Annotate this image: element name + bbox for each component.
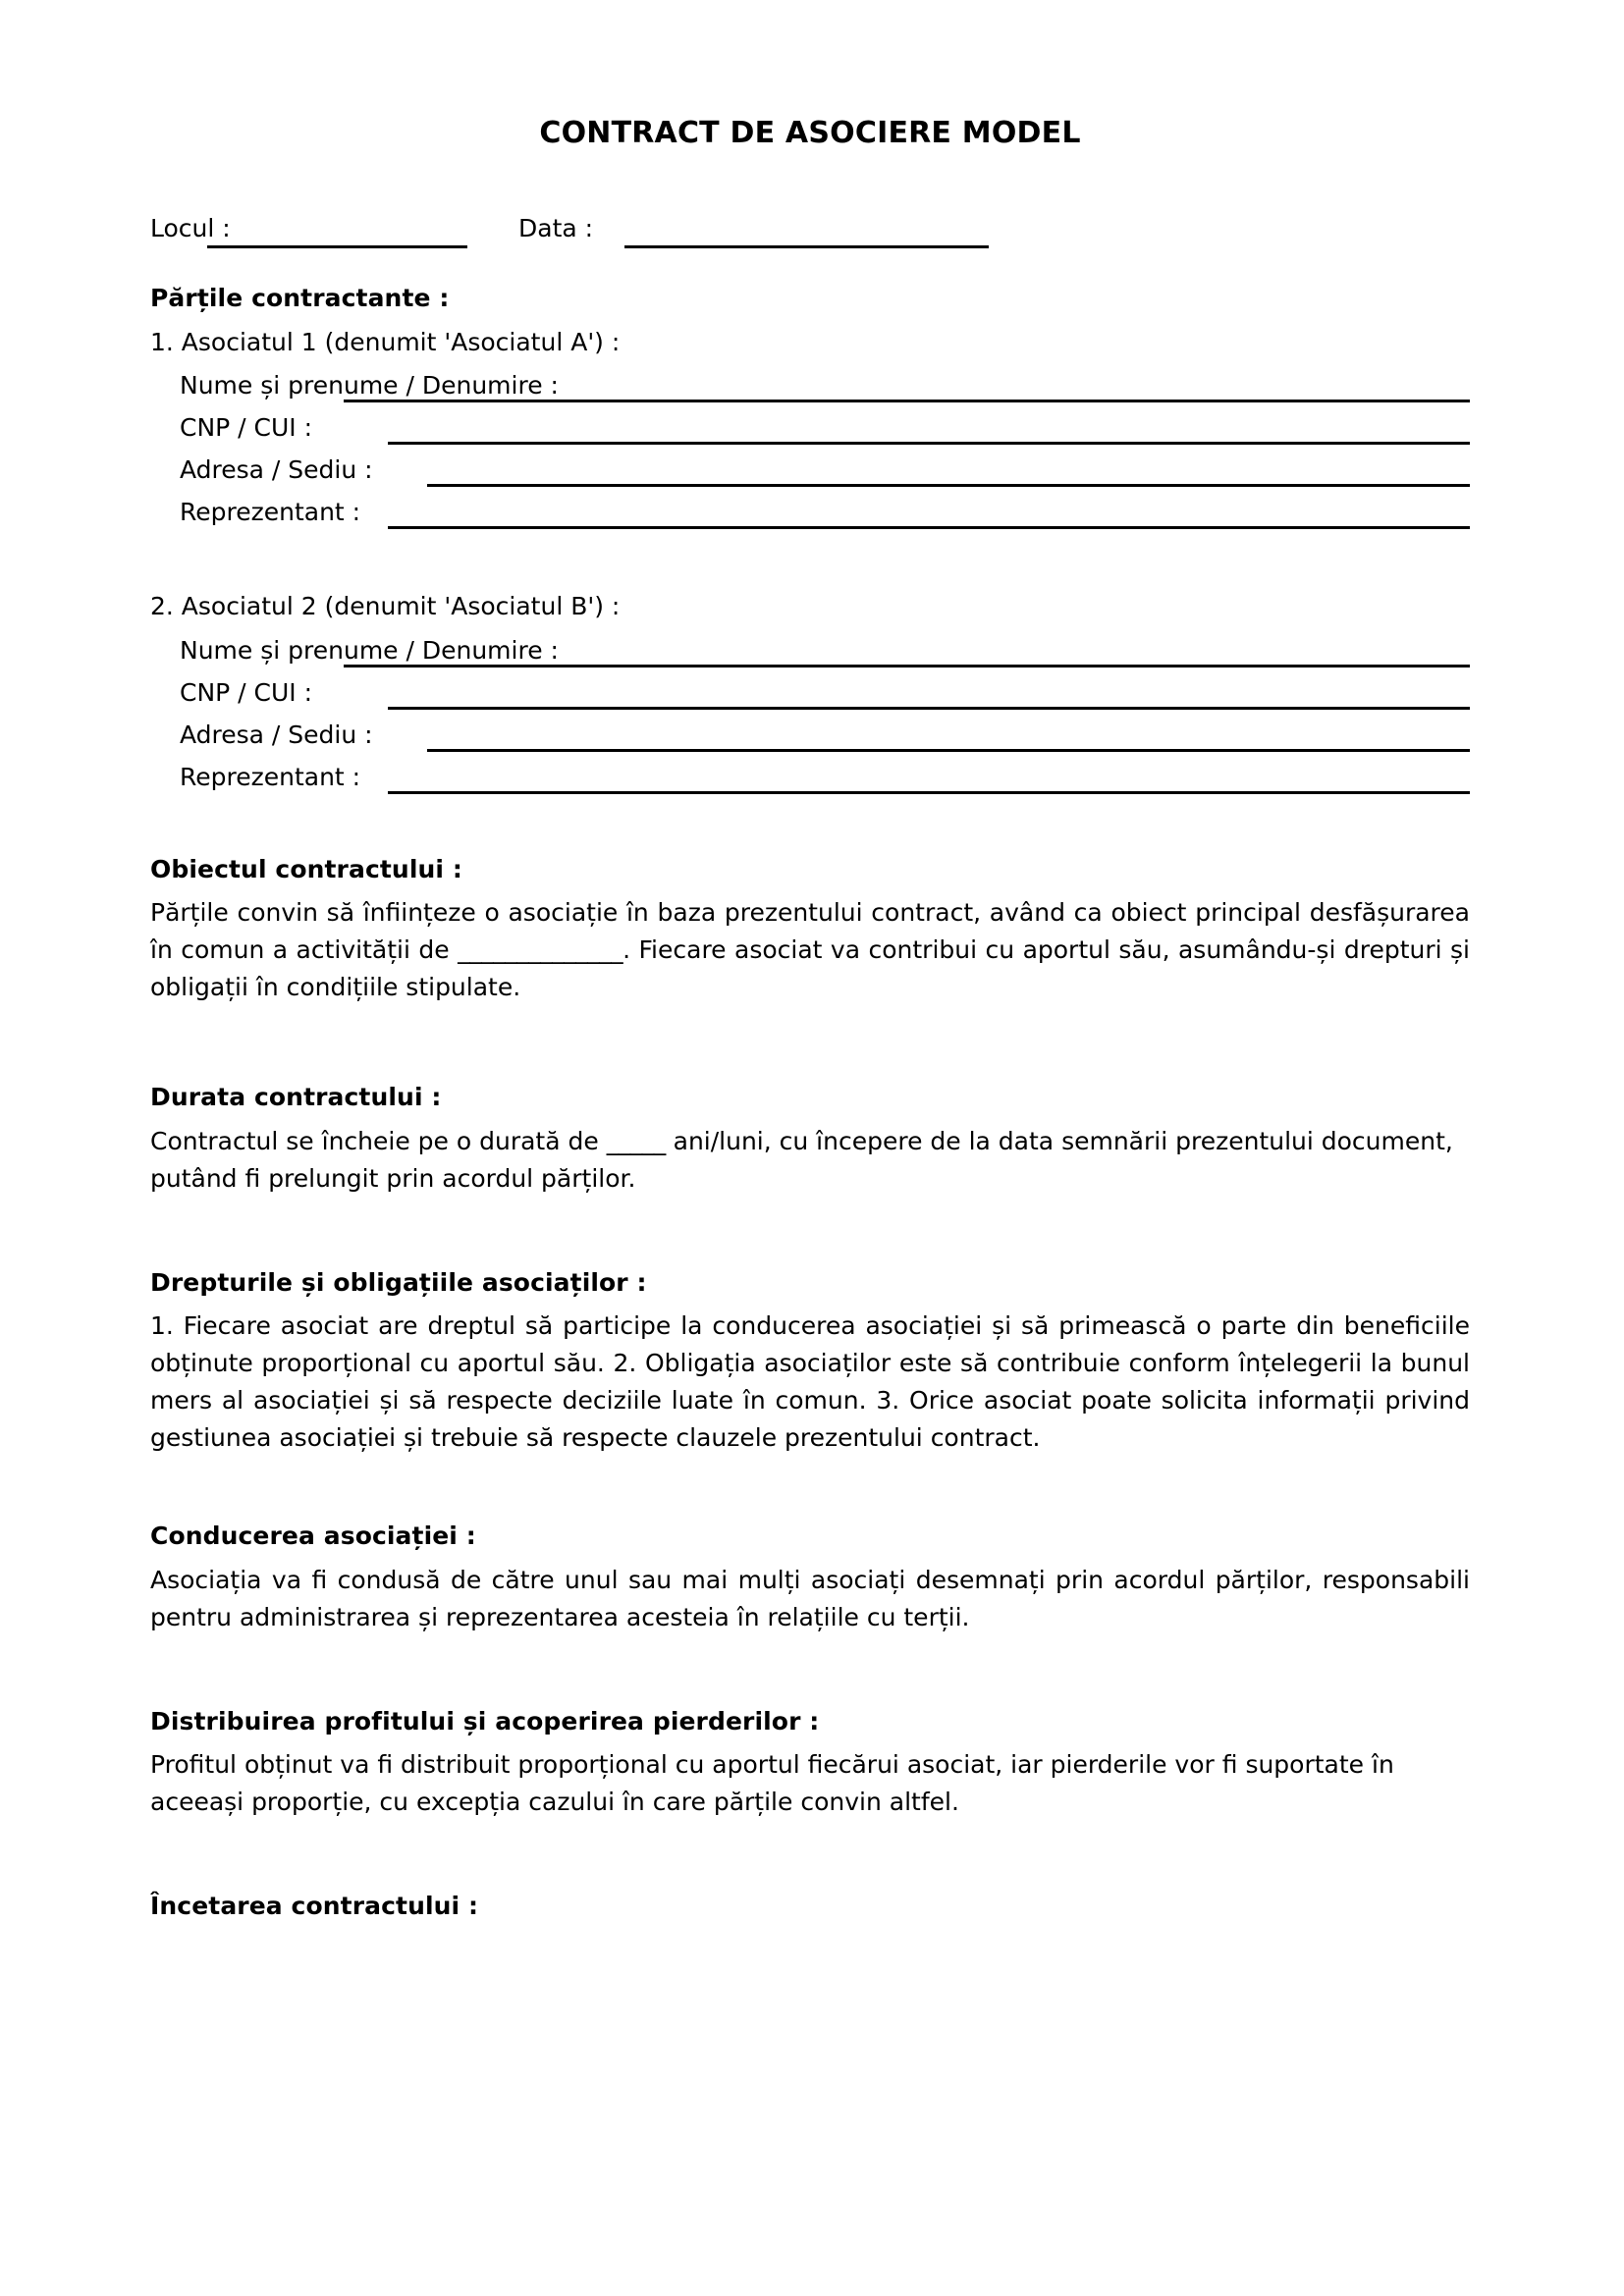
party-1-field-adresa xyxy=(150,449,1470,491)
management-paragraph: Asociația va fi condusă de către unul sau mai mulți asociați desemnați prin acordul părților, responsabili pentru administrarea și reprezentarea acesteia în relațiile cu terții. xyxy=(150,1565,1470,1631)
section-spacer xyxy=(150,1006,1470,1081)
rights-heading: Drepturile și obligațiile asociaților : xyxy=(150,1267,647,1297)
duration-paragraph xyxy=(150,1123,1470,1198)
duration-heading: Durata contractului : xyxy=(150,1083,442,1111)
heading-spacer xyxy=(150,1553,1470,1562)
heading-spacer xyxy=(150,1114,1470,1123)
duration-text-part-2: ani/luni, cu începere de la data semnării prezentului document, putând fi prelungit prin acordul părților. xyxy=(150,1126,1453,1193)
section-spacer xyxy=(150,1198,1470,1266)
document-title: CONTRACT DE ASOCIERE MODEL xyxy=(539,116,1081,150)
termination-heading: Încetarea contractului : xyxy=(150,1892,479,1920)
party-2-fields xyxy=(150,629,1470,798)
termination-section xyxy=(150,1890,1470,1923)
field-input-line[interactable] xyxy=(427,749,1470,752)
rights-paragraph: 1. Fiecare asociat are dreptul să participe la conducerea asociației și să primească o parte din beneficiile obținute proporțional cu aportul său. 2. Obligația asociaților este să contribuie conform înțelegerii la bunul mers al asociației și să respecte deciziile luate în comun. 3. Orice asociat poate solicita informații privind gestiunea asociației și trebuie să respecte clauzele prezentului contract. xyxy=(150,1311,1470,1452)
duration-text-part-1: Contractul se încheie pe o durată de xyxy=(150,1126,607,1155)
party-1-field-nume xyxy=(150,364,1470,406)
locul-input-line[interactable] xyxy=(207,245,467,248)
profit-paragraph: Profitul obținut va fi distribuit proporțional cu aportul fiecărui asociat, iar pierderile vor fi suportate în aceeași proporție, cu excepția cazului în care părțile convin altfel. xyxy=(150,1750,1394,1816)
field-label: CNP / CUI : xyxy=(180,677,313,707)
field-label: Nume și prenume / Denumire : xyxy=(180,635,559,665)
profit-section xyxy=(150,1705,1470,1822)
profit-heading: Distribuirea profitului și acoperirea pierderilor : xyxy=(150,1706,820,1735)
heading-spacer xyxy=(150,1299,1470,1308)
object-heading: Obiectul contractului : xyxy=(150,854,462,883)
field-label: Adresa / Sediu : xyxy=(180,455,373,484)
field-label: Reprezentant : xyxy=(180,498,361,526)
data-input-line[interactable] xyxy=(624,245,989,248)
party-2-field-cnp xyxy=(150,671,1470,714)
object-text-part-1: Părțile convin să înființeze o asociație în baza prezentului contract, având ca obiect principal desfășurarea în comun a activității de xyxy=(150,898,1470,964)
parties-section xyxy=(150,282,1470,798)
object-paragraph xyxy=(150,894,1470,1006)
field-label: Adresa / Sediu : xyxy=(180,720,373,749)
field-input-line[interactable] xyxy=(344,665,1470,667)
field-label: Reprezentant : xyxy=(180,762,361,791)
party-2-field-reprezentant xyxy=(150,756,1470,798)
management-section xyxy=(150,1520,1470,1636)
party-1-field-cnp xyxy=(150,406,1470,449)
parties-heading: Părțile contractante : xyxy=(150,284,450,312)
locul-label: Locul : xyxy=(150,214,231,242)
section-spacer xyxy=(150,1636,1470,1705)
document-content xyxy=(150,0,1470,1923)
party-1-fields xyxy=(150,364,1470,533)
section-spacer xyxy=(150,798,1470,853)
field-input-line[interactable] xyxy=(427,484,1470,487)
field-label: Nume și prenume / Denumire : xyxy=(180,371,559,400)
party-1-title: 1. Asociatul 1 (denumit 'Asociatul A') : xyxy=(150,327,621,356)
field-input-line[interactable] xyxy=(388,442,1470,445)
section-spacer xyxy=(150,1821,1470,1890)
header-fields-row xyxy=(150,212,1470,245)
rights-section xyxy=(150,1266,1470,1458)
field-input-line[interactable] xyxy=(344,400,1470,402)
heading-spacer xyxy=(150,885,1470,894)
party-2-title: 2. Asociatul 2 (denumit 'Asociatul B') : xyxy=(150,592,621,620)
management-heading: Conducerea asociației : xyxy=(150,1522,476,1550)
field-label: CNP / CUI : xyxy=(180,413,313,442)
field-input-line[interactable] xyxy=(388,707,1470,710)
duration-section xyxy=(150,1081,1470,1198)
party-2-field-nume xyxy=(150,629,1470,671)
object-text-part-2: . Fiecare asociat va contribui cu aportul său, asumându-și drepturi și obligații în condițiile stipulate. xyxy=(150,935,1470,1001)
object-section xyxy=(150,853,1470,1007)
duration-blank-field[interactable]: _____ xyxy=(606,1126,666,1155)
section-spacer xyxy=(150,1457,1470,1520)
party-spacer xyxy=(150,533,1470,579)
data-label: Data : xyxy=(518,214,594,242)
object-blank-field[interactable]: ______________ xyxy=(458,935,623,964)
field-input-line[interactable] xyxy=(388,791,1470,794)
party-2-field-adresa xyxy=(150,714,1470,756)
party-1-field-reprezentant xyxy=(150,491,1470,533)
field-input-line[interactable] xyxy=(388,526,1470,529)
heading-spacer xyxy=(150,1737,1470,1746)
